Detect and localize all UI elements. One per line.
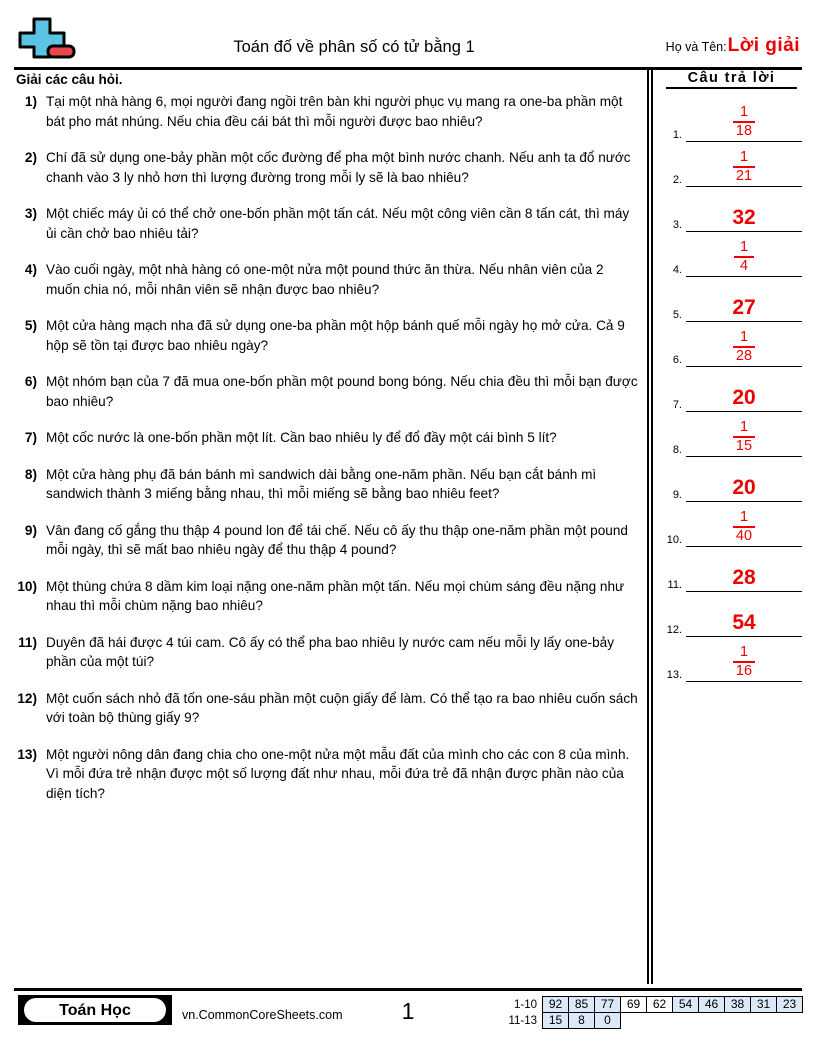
- fraction-denominator: 15: [735, 438, 753, 454]
- worksheet-footer: [14, 994, 802, 1038]
- question-number: 10): [17, 578, 37, 594]
- answer-row: [660, 502, 802, 547]
- answer-key-title: Câu trả lời: [666, 70, 797, 89]
- answer-key-panel: [660, 70, 802, 682]
- answer-row: [660, 322, 802, 367]
- score-cell: 23: [776, 996, 803, 1013]
- question-row: [16, 148, 638, 187]
- question-text: Một người nông dân đang chia cho one-một nửa một mẫu đất của mình cho các con 8 của mình. Vì mỗi đứa trẻ nhận được một số lượng đất như nhau, mỗi đứa trẻ đã nhận được phần nào của diện tích?: [46, 746, 630, 801]
- fraction-numerator: 1: [739, 644, 749, 661]
- score-row-label: 11-13: [508, 1014, 537, 1027]
- column-divider: [647, 70, 653, 984]
- score-cell: 69: [620, 996, 647, 1013]
- question-row: [16, 260, 638, 299]
- fraction-denominator: 4: [739, 258, 749, 274]
- answer-blank-line[interactable]: [686, 457, 802, 502]
- answer-index: 10.: [666, 534, 682, 546]
- answer-row: [660, 457, 802, 502]
- question-text: Tại một nhà hàng 6, mọi người đang ngồi trên bàn khi người phục vụ mang ra one-ba phần một bát pho mát nhúng. Nếu chia đều cái bát thì mỗi người được bao nhiêu?: [46, 94, 623, 129]
- question-number: 11): [18, 634, 37, 650]
- answer-value: 20: [732, 386, 756, 409]
- answer-fraction: [734, 240, 754, 276]
- answer-blank-line[interactable]: [686, 637, 802, 682]
- score-cell: 62: [646, 996, 673, 1013]
- name-value: Lời giải: [727, 35, 800, 56]
- question-text: Duyên đã hái được 4 túi cam. Cô ấy có thể pha bao nhiêu ly nước cam nếu mỗi ly lấy one-bảy phần của một túi?: [46, 634, 614, 669]
- question-text: Một cốc nước là one-bốn phần một lít. Cần bao nhiêu ly để đổ đầy một cái bình 5 lít?: [46, 430, 557, 445]
- fraction-numerator: 1: [739, 329, 749, 346]
- question-row: [16, 465, 638, 504]
- answer-index: 4.: [672, 264, 682, 276]
- fraction-denominator: 16: [735, 663, 753, 679]
- answer-index: 6.: [672, 354, 682, 366]
- answer-row: [660, 277, 802, 322]
- question-number: 2): [24, 150, 37, 165]
- answer-blank-line[interactable]: [686, 142, 802, 187]
- score-table: [498, 996, 802, 1028]
- answer-fraction: [733, 420, 755, 456]
- score-cell: 54: [672, 996, 699, 1013]
- fraction-numerator: 1: [739, 104, 749, 121]
- divider-line-right: [651, 70, 653, 984]
- page-number: 1: [401, 998, 415, 1024]
- score-row-label: 1-10: [513, 998, 537, 1011]
- answer-value: 32: [732, 206, 756, 229]
- score-row: [498, 1012, 802, 1029]
- question-text: Chí đã sử dụng one-bảy phần một cốc đường để pha một bình nước chanh. Nếu anh ta đổ nước chanh vào 3 ly nhỏ hơn thì lượng đường trong mỗi ly sẽ là bao nhiêu?: [46, 150, 631, 185]
- score-cell: 8: [568, 1012, 595, 1029]
- question-number: 3): [24, 206, 37, 221]
- plus-minus-logo-icon: [16, 16, 78, 62]
- question-row: [16, 372, 638, 411]
- fraction-numerator: 1: [739, 149, 749, 166]
- question-text: Một cuốn sách nhỏ đã tốn one-sáu phần một cuộn giấy để làm. Có thể tạo ra bao nhiêu cuốn sách với toàn bộ thùng giấy 9?: [46, 690, 638, 725]
- answer-index: 5.: [672, 309, 682, 321]
- answer-row: [660, 187, 802, 232]
- answer-fraction: [733, 645, 755, 681]
- footer-divider-rule: [14, 988, 802, 991]
- answer-index: 3.: [672, 219, 682, 231]
- answer-index: 13.: [666, 669, 682, 681]
- answer-fraction: [733, 330, 755, 366]
- score-cell: 46: [698, 996, 725, 1013]
- question-row: [16, 92, 638, 131]
- score-cell: 15: [542, 1012, 569, 1029]
- fraction-denominator: 40: [735, 528, 753, 544]
- question-number: 7): [24, 430, 37, 445]
- question-text: Một cửa hàng mạch nha đã sử dụng one-ba phần một hộp bánh quế mỗi ngày họ mở cửa. Cả 9 hộp sẽ tồn tại được bao nhiêu ngày?: [46, 318, 625, 353]
- question-row: [16, 577, 638, 616]
- answer-index: 9.: [672, 489, 682, 501]
- brand-logo-ellipse: [24, 998, 166, 1022]
- question-row: [16, 428, 638, 448]
- name-field-block: [666, 36, 800, 56]
- answer-row: [660, 592, 802, 637]
- answer-index: 7.: [672, 399, 682, 411]
- answer-blank-line[interactable]: [686, 322, 802, 367]
- answer-blank-line[interactable]: [686, 97, 802, 142]
- answer-value: 20: [732, 476, 756, 499]
- fraction-denominator: 21: [735, 168, 753, 184]
- page-title: Toán đố về phân số có tử bằng 1: [233, 38, 475, 56]
- score-cell: 0: [594, 1012, 621, 1029]
- answer-blank-line[interactable]: [686, 232, 802, 277]
- answer-blank-line[interactable]: [686, 187, 802, 232]
- question-row: [16, 633, 638, 672]
- question-number: 5): [24, 318, 37, 333]
- answer-blank-line[interactable]: [686, 367, 802, 412]
- question-row: [16, 745, 638, 804]
- score-cell: 85: [568, 996, 595, 1013]
- question-number: 4): [24, 262, 37, 277]
- instruction-text: Giải các câu hỏi.: [16, 72, 123, 87]
- question-text: Một cửa hàng phụ đã bán bánh mì sandwich dài bằng one-năm phần. Nếu bạn cắt bánh mì sandwich thành 3 miếng bằng nhau, thì mỗi miếng sẽ bằng bao nhiêu feet?: [46, 466, 597, 501]
- question-text: Một chiếc máy ủi có thể chở one-bốn phần một tấn cát. Nếu một công viên cần 8 tấn cát, thì máy ủi cần chở bao nhiêu tải?: [46, 206, 630, 241]
- score-cell: 77: [594, 996, 621, 1013]
- answer-fraction: [733, 105, 755, 141]
- answer-row: [660, 97, 802, 142]
- answer-blank-line[interactable]: [686, 592, 802, 637]
- question-number: 8): [24, 466, 37, 482]
- answer-index: 1.: [672, 129, 682, 141]
- answer-key-list: [660, 97, 802, 682]
- question-text: Vân đang cố gắng thu thập 4 pound lon để tái chế. Nếu cô ấy thu thập one-năm phần một pound mỗi ngày, thì sẽ mất bao nhiêu ngày để thu thập 4 pound?: [46, 522, 628, 557]
- question-row: [16, 316, 638, 355]
- answer-row: [660, 142, 802, 187]
- brand-logo-label: Toán Học: [59, 1001, 131, 1019]
- answer-row: [660, 637, 802, 682]
- answer-row: [660, 412, 802, 457]
- answer-row: [660, 232, 802, 277]
- fraction-denominator: 28: [735, 348, 753, 364]
- answer-index: 8.: [672, 444, 682, 456]
- question-row: [16, 521, 638, 560]
- answer-index: 11.: [667, 579, 682, 591]
- question-number: 9): [24, 522, 37, 538]
- divider-line-left: [647, 70, 649, 984]
- answer-value: 28: [732, 566, 756, 589]
- worksheet-header: [14, 14, 802, 66]
- question-text: Vào cuối ngày, một nhà hàng có one-một nửa một pound thức ăn thừa. Nếu nhân viên của 2 muốn chia nó, mỗi nhân viên sẽ nhận được bao nhiêu?: [46, 262, 604, 297]
- answer-blank-line[interactable]: [686, 502, 802, 547]
- site-url: vn.CommonCoreSheets.com: [182, 1008, 343, 1022]
- answer-index: 12.: [666, 624, 682, 636]
- question-text: Một thùng chứa 8 dầm kim loại nặng one-năm phần một tấn. Nếu mọi chùm sáng đều nặng như nhau thì mỗi chùm nặng bao nhiêu?: [46, 578, 625, 613]
- answer-blank-line[interactable]: [686, 412, 802, 457]
- answer-blank-line[interactable]: [686, 277, 802, 322]
- score-row: [498, 996, 802, 1013]
- brand-logo: [18, 995, 172, 1025]
- answer-index: 2.: [672, 174, 682, 186]
- answer-fraction: [733, 510, 755, 546]
- answer-value: 54: [732, 611, 756, 634]
- fraction-numerator: 1: [739, 509, 749, 526]
- question-text: Một nhóm bạn của 7 đã mua one-bốn phần một pound bong bóng. Nếu chia đều thì mỗi bạn được bao nhiêu?: [46, 374, 638, 409]
- question-row: [16, 689, 638, 728]
- fraction-numerator: 1: [739, 239, 749, 256]
- questions-list: [16, 92, 638, 820]
- question-number: 1): [24, 94, 37, 109]
- fraction-denominator: 18: [735, 123, 753, 139]
- score-cell: 92: [542, 996, 569, 1013]
- question-row: [16, 204, 638, 243]
- score-cell: 38: [724, 996, 751, 1013]
- fraction-numerator: 1: [739, 419, 749, 436]
- answer-value: 27: [732, 296, 756, 319]
- question-number: 12): [17, 690, 37, 706]
- answer-blank-line[interactable]: [686, 547, 802, 592]
- question-number: 13): [17, 746, 37, 762]
- score-cell: 31: [750, 996, 777, 1013]
- answer-fraction: [733, 150, 755, 186]
- answer-row: [660, 367, 802, 412]
- answer-row: [660, 547, 802, 592]
- name-label: Họ và Tên:: [665, 40, 727, 54]
- question-number: 6): [24, 374, 37, 389]
